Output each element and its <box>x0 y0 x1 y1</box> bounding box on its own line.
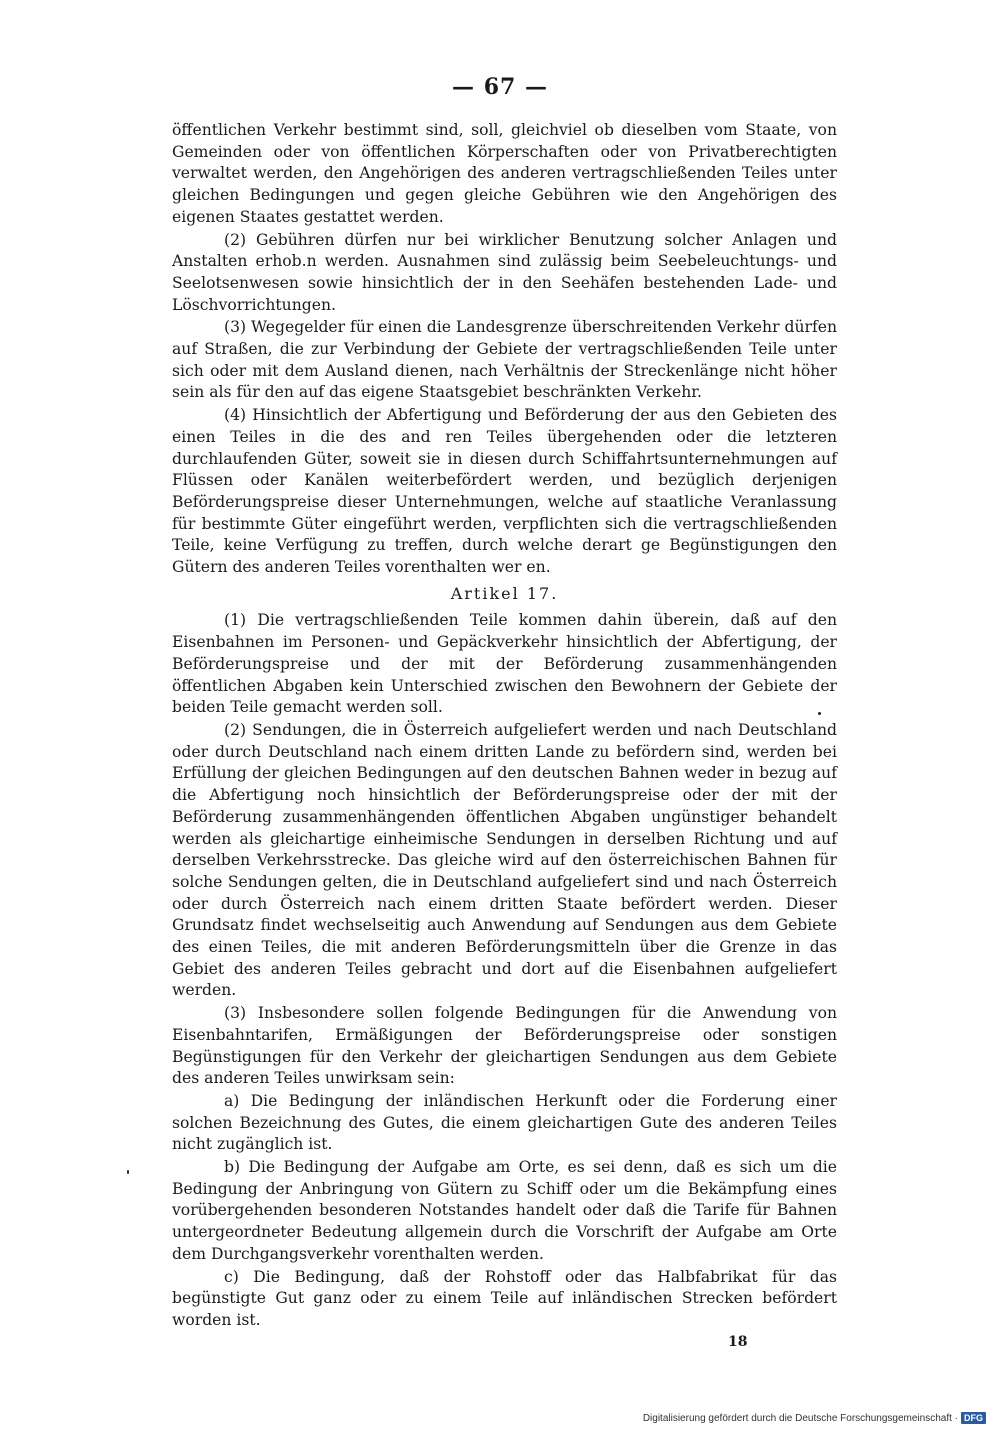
paragraph-4: (4) Hinsichtlich der Abfertigung und Beförderung der aus den Gebieten des einen Teiles in die des and ren Teiles übergehenden oder die letzteren durchlaufenden Güter, soweit sie in diesen durch Schiffahrtsunternehmungen auf Flüssen oder Kanälen weiterbefördert werden, und bezüglich derjenigen Beförderungspreise dieser Unternehmungen, welche auf staatliche Veranlassung für bestimmte Güter eingeführt werden, verpflichten sich die vertragschließenden Teile, keine Verfügung zu treffen, durch welche derart ge Begünstigungen den Gütern des anderen Teiles vorenthalten wer en. <box>172 406 837 577</box>
ink-speck <box>818 712 821 715</box>
digitization-footer <box>643 1412 986 1424</box>
list-item-c: c) Die Bedingung, daß der Rohstoff oder das Halbfabrikat für das begünstigte Gut ganz oder zu einem Teile auf inländischen Strecken befördert worden ist. <box>172 1267 837 1329</box>
list-item-b: b) Die Bedingung der Aufgabe am Orte, es sei denn, daß es sich um die Bedingung der Anbringung von Gütern zu Schiff oder um die Bekämpfung eines vorübergehenden besonderen Notstandes handelt oder daß die Tarife für Bahnen untergeordneter Bedeutung allgemein durch die Vorschrift der Aufgabe am Orte dem Durchgangsverkehr vorenthalten werden. <box>172 1158 837 1263</box>
paragraph-2: (2) Gebühren dürfen nur bei wirklicher Benutzung solcher Anlagen und Anstalten erhob.n werden. Ausnahmen sind zulässig beim Seebeleuchtungs- und Seelotsenwesen sowie hinsichtlich der in den Seehäfen bestehenden Lade- und Löschvorrichtungen. <box>172 230 837 314</box>
ink-speck <box>127 1170 129 1174</box>
continuation-paragraph: öffentlichen Verkehr bestimmt sind, soll, gleichviel ob dieselben vom Staate, von Gemeinden oder von öffentlichen Körperschaften oder von Privatberechtigten verwaltet werden, den Angehörigen des anderen vertragschließenden Teiles unter gleichen Bedingungen und gegen gleiche Gebühren wie den Angehörigen des eigenen Staates gestattet werden. <box>172 121 837 226</box>
sheet-signature-mark: 18 <box>728 1334 748 1350</box>
footer-credit-text: Digitalisierung gefördert durch die Deutsche Forschungsgemeinschaft · <box>642 1412 958 1424</box>
article-paragraph-1: (1) Die vertragschließenden Teile kommen dahin überein, daß auf den Eisenbahnen im Personen- und Gepäckverkehr hinsichtlich der Abfertigung, der Beförderungspreise und der mit der Beförderung zusammenhängenden öffentlichen Abgaben kein Unterschied zwischen den Bewohnern der Gebiete der beiden Teile gemacht werden soll. <box>172 611 837 717</box>
paragraph-3: (3) Wegegelder für einen die Landesgrenze überschreitenden Verkehr dürfen auf Straßen, die zur Verbindung der Gebiete der vertragschließenden Teile unter sich oder mit dem Ausland dienen, nach Verhältnis der Streckenlänge nicht höher sein als für den auf das eigene Staatsgebiet beschränkten Verkehr. <box>172 318 838 402</box>
page-number: — 67 — <box>452 74 548 100</box>
article-paragraph-2: (2) Sendungen, die in Österreich aufgeliefert werden und nach Deutschland oder durch Deutschland nach einem dritten Lande zu befördern sind, werden bei Erfüllung der gleichen Bedingungen auf den deutschen Bahnen weder in bezug auf die Abfertigung noch hinsichtlich der Beförderungspreise oder der mit der Beförderung zusammenhängenden öffentlichen Abgaben ungünstiger behandelt werden als gleichartige einheimische Sendungen in derselben Richtung und auf derselben Verkehrsstrecke. Das gleiche wird auf den österreichischen Bahnen für solche Sendungen gelten, die in Deutschland aufgeliefert sind und nach Österreich oder durch Österreich nach einem dritten Staate befördert werden. Dieser Grundsatz findet wechselseitig auch Anwendung auf Sendungen aus dem Gebiete des einen Teiles, die mit anderen Beförderungsmitteln über die Grenze in das Gebiet des anderen Teiles gebracht und dort auf die Eisenbahnen aufgeliefert werden. <box>172 720 837 1000</box>
dfg-logo-icon: DFG <box>961 1412 986 1424</box>
list-item-a: a) Die Bedingung der inländischen Herkunft oder die Forderung einer solchen Bezeichnung des Gutes, die einem gleichartigen Gute des anderen Teiles nicht zugänglich ist. <box>172 1091 837 1154</box>
text-column <box>172 120 837 1333</box>
article-paragraph-3: (3) Insbesondere sollen folgende Bedingungen für die Anwendung von Eisenbahntarifen, Ermäßigungen der Beförderungspreise oder sonstigen Begünstigungen für den Verkehr der gleichartigen Sendungen aus dem Gebiete des anderen Teiles unwirksam sein: <box>172 1004 837 1088</box>
article-heading: Artikel 17. <box>450 583 559 603</box>
